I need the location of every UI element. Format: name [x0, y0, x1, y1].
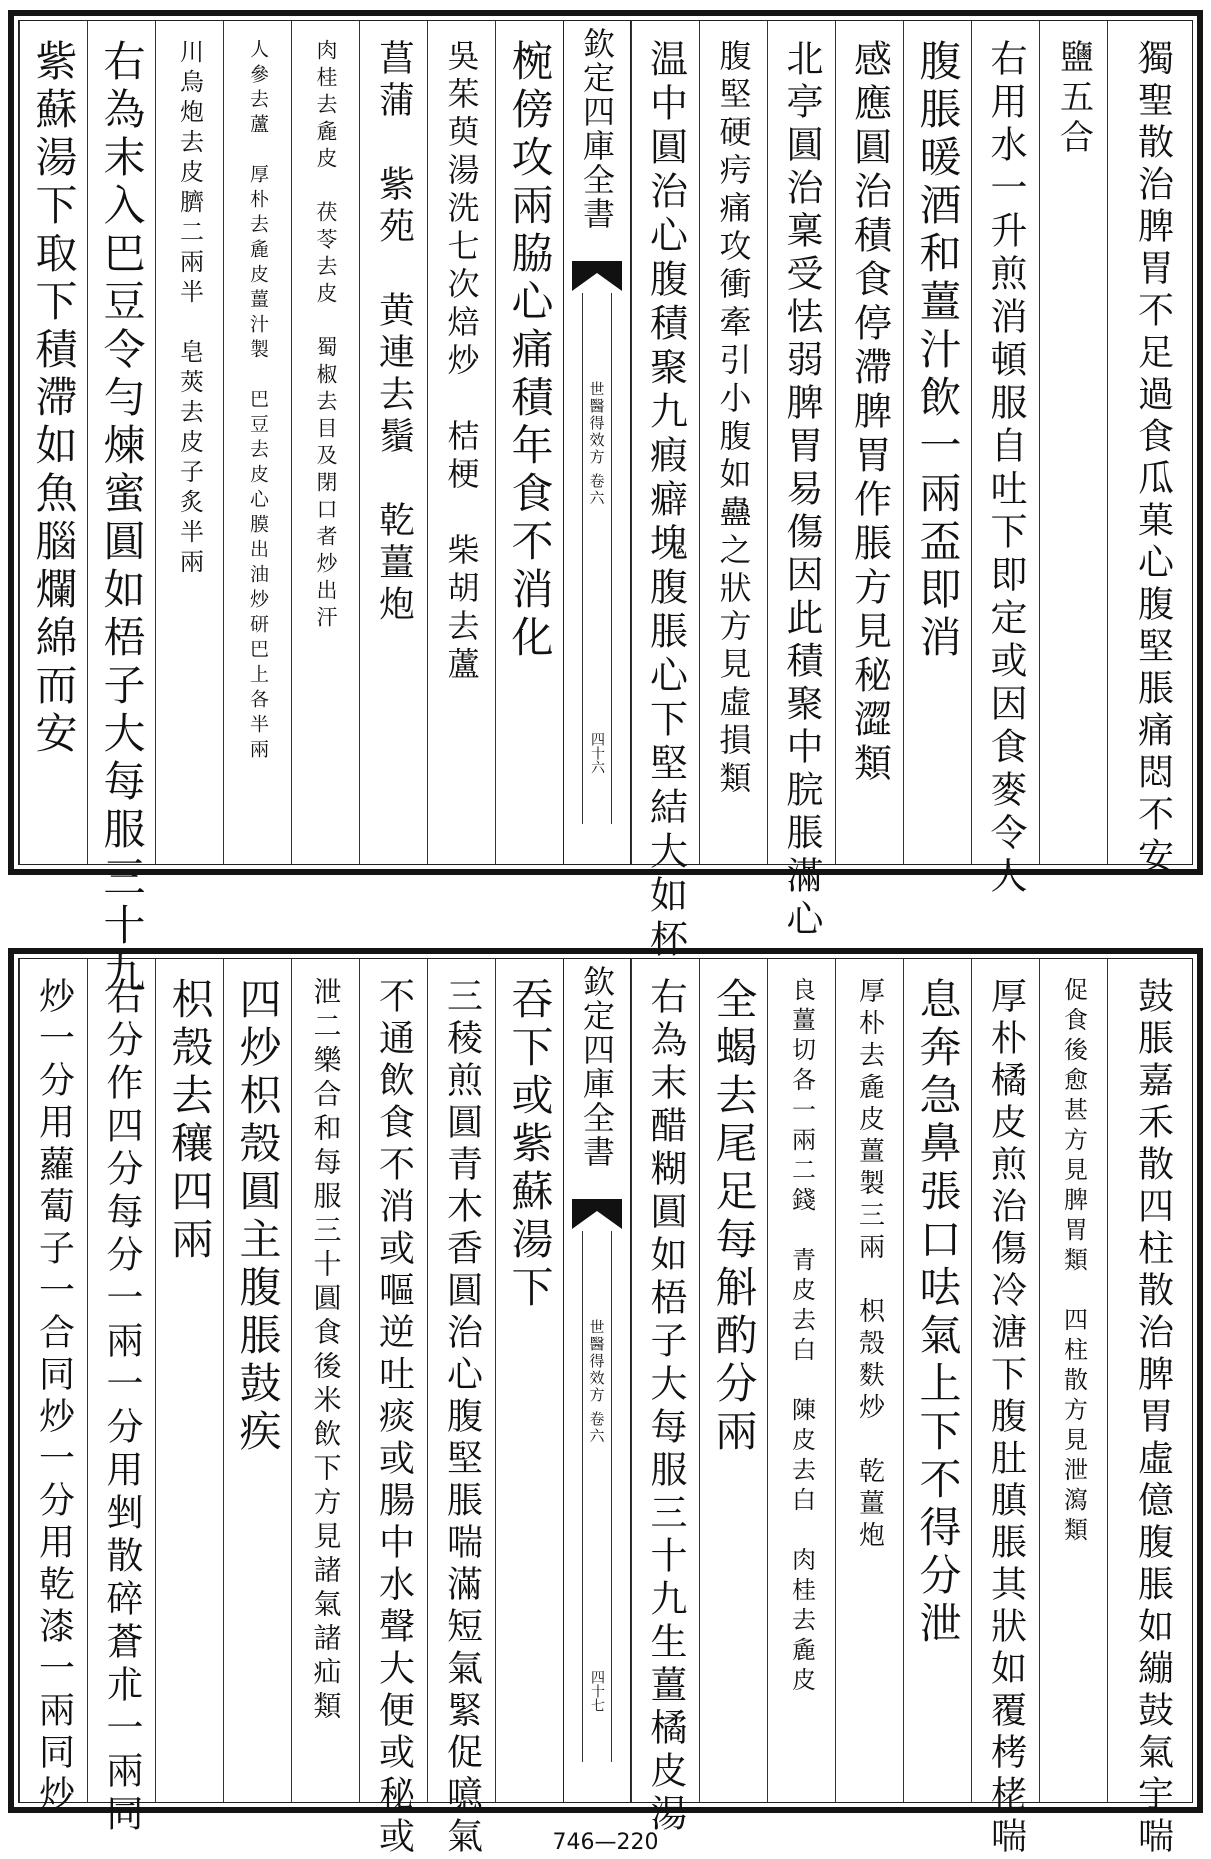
text-column — [1039, 21, 1107, 864]
text-column — [223, 21, 291, 864]
text-column — [291, 959, 359, 1802]
column-text: 四炒枳殼圓主腹脹鼓疾 — [233, 977, 283, 1457]
text-column — [631, 959, 699, 1837]
text-column — [19, 21, 87, 864]
fish-tail-mark — [572, 261, 622, 291]
text-column — [495, 959, 563, 1802]
page-number: 四十七 — [589, 1670, 605, 1712]
text-column — [87, 959, 155, 1837]
column-text: 紫蘇湯下取下積滯如魚腦爛綿而安 — [29, 39, 79, 759]
text-column — [699, 959, 767, 1802]
text-column — [427, 21, 495, 864]
fish-tail-mark — [572, 1199, 622, 1229]
column-text: 息奔急鼻張口呿氣上下不得分泄 — [913, 977, 963, 1649]
column-text: 肉桂去麁皮 茯苓去皮 蜀椒去目及閉口者炒出汗 — [314, 39, 338, 633]
text-column — [291, 21, 359, 864]
column-text: 枳殼去穰四兩 — [165, 977, 215, 1265]
text-column — [767, 21, 835, 942]
text-column — [155, 959, 223, 1802]
text-column — [835, 21, 903, 864]
column-text: 右為末醋糊圓如梧子大每服三十九生薑橘皮湯 — [644, 977, 687, 1837]
column-text: 良薑切各一兩二錢 青皮去白 陳皮去白 肉桂去麁皮 — [787, 977, 816, 1697]
column-text: 三稜煎圓青木香圓治心腹堅脹喘滿短氣緊促噫氣 — [441, 977, 483, 1859]
text-column — [699, 21, 767, 864]
column-text: 泄二樂合和每服三十圓食後米飲下方見諸氣諸疝類 — [309, 977, 343, 1725]
book-meta: 世醫得效方 卷六 — [587, 381, 606, 507]
text-column — [223, 959, 291, 1802]
text-column — [835, 959, 903, 1802]
column-text: 獨聖散治脾胃不足過食瓜菓心腹堅脹痛悶不安 — [1132, 39, 1174, 879]
text-column — [1039, 959, 1107, 1802]
column-text: 促食後愈甚方見脾胃類 四柱散方見泄瀉類 — [1059, 977, 1088, 1547]
book-meta: 世醫得效方 卷六 — [587, 1319, 606, 1445]
column-text: 菖蒲 紫苑 黄連去鬚 乾薑炮 — [373, 39, 415, 627]
text-column — [87, 21, 155, 999]
text-column — [903, 959, 971, 1802]
footer-page-code: 746—220 — [552, 1830, 659, 1855]
column-text: 吳茱萸湯洗七次焙炒 桔梗 柴胡去蘆 — [442, 39, 481, 685]
column-text: 右為末入巴豆令勻煉蜜圓如梧子大每服三十九 — [97, 39, 147, 999]
column-text: 不通飲食不消或嘔逆吐痰或腸中水聲大便或秘或 — [373, 977, 415, 1859]
text-column — [427, 959, 495, 1859]
banner-rule — [611, 293, 612, 824]
text-column — [971, 21, 1039, 899]
column-text: 川烏炮去皮臍二兩半 皂莢去皮子炙半兩 — [175, 39, 204, 579]
text-column — [903, 21, 971, 864]
text-column — [1107, 959, 1197, 1859]
column-text: 腹堅硬疞痛攻衝牽引小腹如蠱之狀方見虛損類 — [714, 39, 753, 799]
banner-rule — [611, 1231, 612, 1762]
page-number: 四十六 — [589, 732, 605, 774]
banner-rule — [582, 293, 583, 824]
book-title: 欽定四庫全書 — [578, 965, 616, 1169]
column-text: 人參去蘆 厚朴去麁皮薑汁製 巴豆去皮心膜出油炒研巴上各半兩 — [247, 39, 269, 764]
text-column — [971, 959, 1039, 1859]
text-column — [767, 959, 835, 1802]
text-column — [155, 21, 223, 864]
text-column — [631, 21, 699, 963]
page-frame — [18, 20, 1193, 999]
column-text: 北亭圓治稟受怯弱脾胃易傷因此積聚中脘脹滿心 — [780, 39, 823, 942]
column-text: 厚朴去麁皮薑製三兩 枳殼麩炒 乾薑炮 — [854, 977, 885, 1553]
column-text: 椀傍攻兩脇心痛積年食不消化 — [505, 39, 555, 663]
column-text: 鼓脹嘉禾散四柱散治脾胃虛億腹脹如繃鼓氣宇喘 — [1132, 977, 1174, 1859]
book-title: 欽定四庫全書 — [578, 27, 616, 231]
column-text: 温中圓治心腹積聚九瘕癖塊腹脹心下堅結大如杯 — [643, 39, 688, 963]
column-text: 厚朴橘皮煎治傷冷溏下腹肚䐜脹其狀如覆栲栳喘 — [985, 977, 1027, 1859]
center-banner — [563, 959, 631, 1802]
text-column — [359, 21, 427, 864]
text-column — [1107, 21, 1197, 879]
top-page-panel — [8, 10, 1203, 999]
text-column — [495, 21, 563, 864]
column-text: 右分作四分每分一兩一分用剉散碎蒼朮一兩同 — [100, 977, 143, 1837]
banner-rule — [582, 1231, 583, 1762]
column-text: 炒一分用蘿蔔子一合同炒一分用乾漆一兩同炒 — [33, 977, 75, 1817]
text-column — [359, 959, 427, 1859]
column-text: 吞下或紫蘇湯下 — [505, 977, 555, 1313]
column-text: 腹脹暖酒和薑汁飲一兩盃即消 — [913, 39, 963, 663]
column-text: 感應圓治積食停滯脾胃作脹方見秘澀類 — [847, 39, 892, 787]
center-banner — [563, 21, 631, 864]
text-column — [19, 959, 87, 1817]
column-text: 鹽五合 — [1053, 39, 1094, 159]
column-text: 右用水一升煎消頓服自吐下即定或因食麥令人 — [984, 39, 1027, 899]
column-text: 全蝎去尾足每斛酌分兩 — [709, 977, 759, 1457]
